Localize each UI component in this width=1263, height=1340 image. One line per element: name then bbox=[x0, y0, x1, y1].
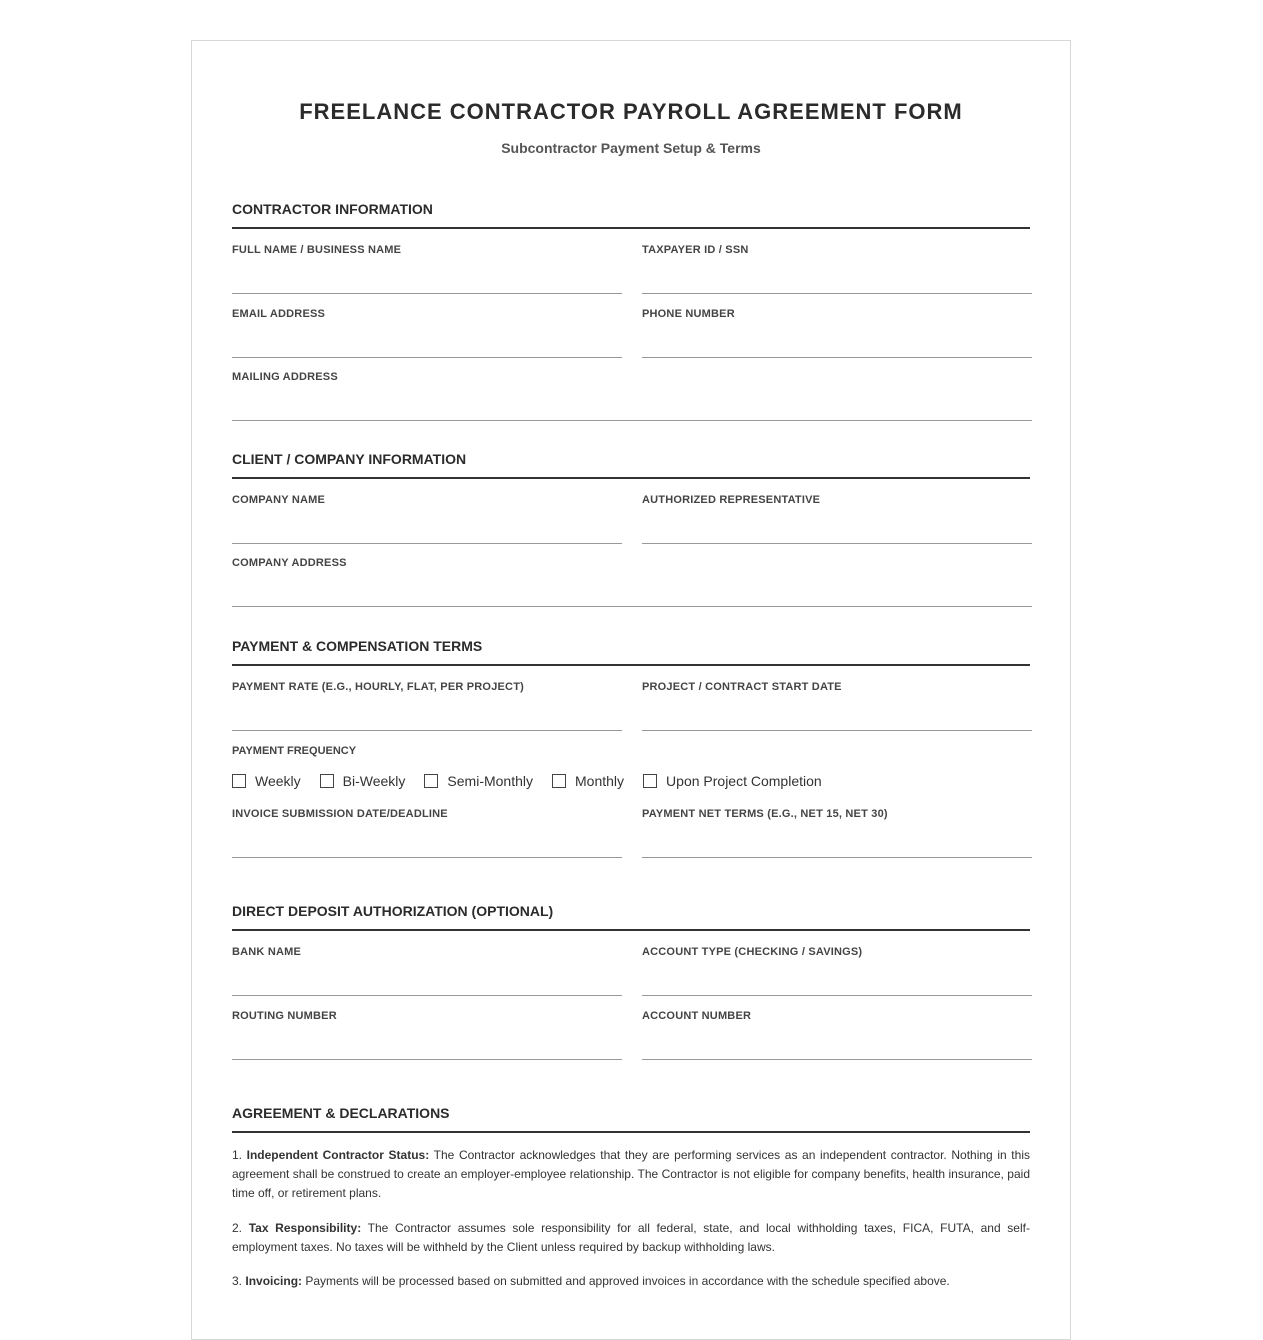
checkbox-monthly[interactable] bbox=[552, 774, 566, 788]
bank-name-label: BANK NAME bbox=[232, 946, 302, 958]
checkbox-bi-weekly[interactable] bbox=[320, 774, 334, 788]
agreement-item-number: 3. bbox=[232, 1274, 243, 1288]
taxpayer-id-label: TAXPAYER ID / SSN bbox=[642, 244, 749, 256]
full-name-label: FULL NAME / BUSINESS NAME bbox=[232, 244, 402, 256]
payment-rate-label: PAYMENT RATE (E.G., HOURLY, FLAT, PER PROJECT) bbox=[232, 681, 524, 693]
company-name-input[interactable] bbox=[232, 543, 622, 544]
checkbox-upon-completion[interactable] bbox=[643, 774, 657, 788]
phone-field[interactable] bbox=[642, 308, 1032, 358]
agreement-item-text: Payments will be processed based on submitted and approved invoices in accordance with the schedule specified above. bbox=[305, 1274, 950, 1288]
agreement-item-title: Invoicing: bbox=[245, 1274, 303, 1288]
routing-number-input[interactable] bbox=[232, 1059, 622, 1060]
account-type-label: ACCOUNT TYPE (CHECKING / SAVINGS) bbox=[642, 946, 863, 958]
mailing-address-label: MAILING ADDRESS bbox=[232, 371, 338, 383]
company-address-input[interactable] bbox=[232, 606, 1032, 607]
frequency-option-monthly[interactable] bbox=[552, 773, 624, 789]
account-number-label: ACCOUNT NUMBER bbox=[642, 1010, 752, 1022]
routing-number-field[interactable] bbox=[232, 1010, 622, 1060]
taxpayer-id-field[interactable] bbox=[642, 244, 1032, 294]
company-name-field[interactable] bbox=[232, 494, 622, 544]
agreement-item-1 bbox=[232, 1146, 1030, 1203]
frequency-option-label: Weekly bbox=[255, 773, 301, 789]
mailing-address-field[interactable] bbox=[232, 371, 1032, 421]
section-title-payment: PAYMENT & COMPENSATION TERMS bbox=[232, 638, 1030, 666]
checkbox-semi-monthly[interactable] bbox=[424, 774, 438, 788]
account-number-input[interactable] bbox=[642, 1059, 1032, 1060]
agreement-item-2 bbox=[232, 1219, 1030, 1257]
section-title-deposit: DIRECT DEPOSIT AUTHORIZATION (OPTIONAL) bbox=[232, 903, 1030, 931]
frequency-option-weekly[interactable] bbox=[232, 773, 301, 789]
phone-input[interactable] bbox=[642, 357, 1032, 358]
section-title-contractor: CONTRACTOR INFORMATION bbox=[232, 201, 1030, 229]
payment-frequency-label: PAYMENT FREQUENCY bbox=[232, 745, 357, 757]
payment-rate-field[interactable] bbox=[232, 681, 622, 731]
full-name-input[interactable] bbox=[232, 293, 622, 294]
frequency-option-label: Bi-Weekly bbox=[342, 773, 406, 789]
agreement-item-number: 2. bbox=[232, 1221, 243, 1235]
account-type-field[interactable] bbox=[642, 946, 1032, 996]
email-input[interactable] bbox=[232, 357, 622, 358]
frequency-option-upon-completion[interactable] bbox=[643, 773, 822, 789]
agreement-item-title: Independent Contractor Status: bbox=[246, 1148, 430, 1162]
company-address-field[interactable] bbox=[232, 557, 1032, 607]
account-number-field[interactable] bbox=[642, 1010, 1032, 1060]
agreement-item-number: 1. bbox=[232, 1148, 243, 1162]
company-address-label: COMPANY ADDRESS bbox=[232, 557, 347, 569]
frequency-option-label: Semi-Monthly bbox=[447, 773, 534, 789]
invoice-deadline-label: INVOICE SUBMISSION DATE/DEADLINE bbox=[232, 808, 448, 820]
routing-number-label: ROUTING NUMBER bbox=[232, 1010, 337, 1022]
section-title-client: CLIENT / COMPANY INFORMATION bbox=[232, 451, 1030, 479]
agreement-item-text: The Contractor assumes sole responsibility for all federal, state, and local withholding taxes, FICA, FUTA, and self-employment taxes. No taxes will be withheld by the Client unless required by backup withholding laws. bbox=[232, 1221, 1030, 1254]
taxpayer-id-input[interactable] bbox=[642, 293, 1032, 294]
start-date-label: PROJECT / CONTRACT START DATE bbox=[642, 681, 842, 693]
checkbox-weekly[interactable] bbox=[232, 774, 246, 788]
frequency-option-label: Upon Project Completion bbox=[666, 773, 822, 789]
payment-frequency-options bbox=[232, 772, 841, 790]
invoice-deadline-input[interactable] bbox=[232, 857, 622, 858]
representative-label: AUTHORIZED REPRESENTATIVE bbox=[642, 494, 821, 506]
full-name-field[interactable] bbox=[232, 244, 622, 294]
net-terms-input[interactable] bbox=[642, 857, 1032, 858]
form-title: FREELANCE CONTRACTOR PAYROLL AGREEMENT FORM bbox=[299, 99, 963, 124]
agreement-item-text: The Contractor acknowledges that they are performing services as an independent contractor. Nothing in this agreement shall be construed to create an employer-employee relationship. The Contractor is not eligible for company benefits, health insurance, paid time off, or retirement plans. bbox=[232, 1148, 1030, 1200]
mailing-address-input[interactable] bbox=[232, 420, 1032, 421]
net-terms-label: PAYMENT NET TERMS (E.G., NET 15, NET 30) bbox=[642, 808, 888, 820]
email-label: EMAIL ADDRESS bbox=[232, 308, 326, 320]
frequency-option-bi-weekly[interactable] bbox=[320, 773, 406, 789]
representative-field[interactable] bbox=[642, 494, 1032, 544]
frequency-option-semi-monthly[interactable] bbox=[424, 773, 533, 789]
form-page bbox=[191, 40, 1071, 1340]
company-name-label: COMPANY NAME bbox=[232, 494, 326, 506]
bank-name-field[interactable] bbox=[232, 946, 622, 996]
section-title-agreement: AGREEMENT & DECLARATIONS bbox=[232, 1105, 1030, 1133]
bank-name-input[interactable] bbox=[232, 995, 622, 996]
representative-input[interactable] bbox=[642, 543, 1032, 544]
agreement-item-title: Tax Responsibility: bbox=[248, 1221, 362, 1235]
start-date-field[interactable] bbox=[642, 681, 1032, 731]
agreement-item-3 bbox=[232, 1272, 1030, 1291]
payment-rate-input[interactable] bbox=[232, 730, 622, 731]
invoice-deadline-field[interactable] bbox=[232, 808, 622, 858]
account-type-input[interactable] bbox=[642, 995, 1032, 996]
form-subtitle: Subcontractor Payment Setup & Terms bbox=[501, 140, 761, 156]
phone-label: PHONE NUMBER bbox=[642, 308, 735, 320]
email-field[interactable] bbox=[232, 308, 622, 358]
start-date-input[interactable] bbox=[642, 730, 1032, 731]
net-terms-field[interactable] bbox=[642, 808, 1032, 858]
frequency-option-label: Monthly bbox=[575, 773, 625, 789]
